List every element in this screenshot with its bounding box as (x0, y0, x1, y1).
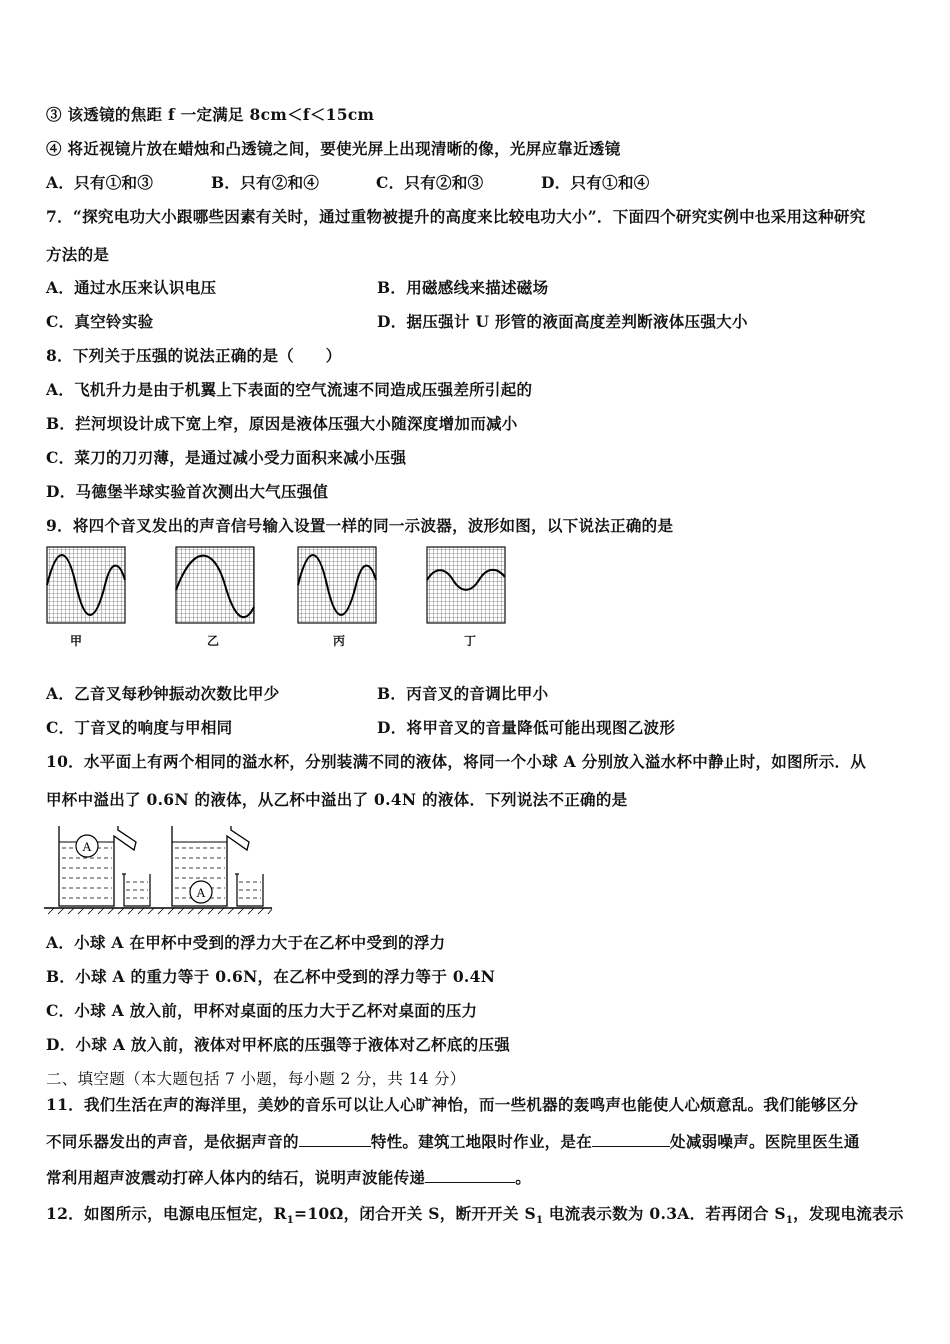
q9-option-c: C．丁音叉的响度与甲相同 (46, 718, 233, 737)
q11-line2 (46, 1130, 860, 1152)
q8-option-b: B．拦河坝设计成下宽上窄，原因是液体压强大小随深度增加而减小 (46, 414, 518, 433)
q7-option-c: C．真空铃实验 (46, 312, 154, 331)
cup-jia (59, 826, 150, 906)
q12-part3: 电流表示数为 0.3A．若再闭合 S (543, 1204, 786, 1223)
scope-yi (176, 547, 254, 623)
q7-option-a: A．通过水压来认识电压 (46, 278, 217, 297)
q6-item4: ④ 将近视镜片放在蜡烛和凸透镜之间，要使光屏上出现清晰的像，光屏应靠近透镜 (46, 139, 621, 158)
q11-blank-1[interactable] (299, 1132, 371, 1147)
ball-label-jia: A (82, 839, 92, 854)
scope-ding (427, 547, 505, 623)
section2-heading: 二、填空题（本大题包括 7 小题，每小题 2 分，共 14 分） (46, 1070, 466, 1088)
scope-bing (298, 547, 376, 623)
q6-option-d: D．只有①和④ (541, 173, 650, 192)
cup-yi (172, 826, 263, 906)
scope-caption-jia: 甲 (70, 634, 83, 648)
q7-stem-line1: 7．“探究电功大小跟哪些因素有关时，通过重物被提升的高度来比较电功大小”．下面四个研究实例中也采用这种研究 (46, 207, 866, 226)
q9-option-d: D．将甲音叉的音量降低可能出现图乙波形 (377, 718, 676, 737)
oscilloscope-figures (45, 545, 525, 630)
scope-caption-yi: 乙 (207, 634, 220, 648)
q11-blank-2[interactable] (592, 1132, 670, 1147)
q6-options (46, 171, 650, 193)
q11-line3 (46, 1166, 531, 1188)
q11-line1: 11．我们生活在声的海洋里，美妙的音乐可以让人心旷神怡，而一些机器的轰鸣声也能使人心烦意乱。我们能够区分 (46, 1095, 859, 1114)
q8-option-d: D．马德堡半球实验首次测出大气压强值 (46, 482, 329, 501)
q10-option-d: D．小球 A 放入前，液体对甲杯底的压强等于液体对乙杯底的压强 (46, 1035, 511, 1054)
q7-stem-line2: 方法的是 (46, 245, 110, 264)
q8-option-a: A．飞机升力是由于机翼上下表面的空气流速不同造成压强差所引起的 (46, 380, 533, 399)
q9-option-a: A．乙音叉每秒钟振动次数比甲少 (46, 684, 280, 703)
q11-blank-3[interactable] (425, 1168, 515, 1183)
q12-sub1: 1 (286, 1215, 295, 1227)
q6-option-b: B．只有②和④ (211, 173, 320, 192)
q12-sub3: 1 (785, 1215, 794, 1227)
q10-option-b: B．小球 A 的重力等于 0.6N，在乙杯中受到的浮力等于 0.4N (46, 967, 496, 986)
q11-line2-a: 不同乐器发出的声音，是依据声音的 (46, 1132, 299, 1151)
ball-label-yi: A (196, 885, 206, 900)
q11-line2-b: 特性。建筑工地限时作业，是在 (370, 1132, 593, 1151)
q7-option-b: B．用磁感线来描述磁场 (377, 278, 549, 297)
scope-caption-bing: 丙 (333, 634, 346, 648)
q10-option-c: C．小球 A 放入前，甲杯对桌面的压力大于乙杯对桌面的压力 (46, 1001, 478, 1020)
q8-stem: 8．下列关于压强的说法正确的是（ ） (46, 346, 342, 365)
q6-option-a: A．只有①和③ (46, 173, 154, 192)
q9-stem: 9．将四个音叉发出的声音信号输入设置一样的同一示波器，波形如图，以下说法正确的是 (46, 516, 674, 535)
q11-line2-c: 处减弱噪声。医院里医生通 (670, 1132, 860, 1151)
q9-option-b: B．丙音叉的音调比甲小 (377, 684, 549, 703)
q6-item3: ③ 该透镜的焦距 f 一定满足 8cm＜f＜15cm (46, 105, 375, 124)
q10-stem-line2: 甲杯中溢出了 0.6N 的液体，从乙杯中溢出了 0.4N 的液体．下列说法不正确的是 (46, 790, 628, 809)
q12-part2: =10Ω，闭合开关 S，断开开关 S (294, 1204, 536, 1223)
q12-sub2: 1 (535, 1215, 544, 1227)
q7-option-d: D．据压强计 U 形管的液面高度差判断液体压强大小 (377, 312, 748, 331)
overflow-cups-figure (44, 822, 284, 917)
scope-jia (47, 547, 125, 623)
q12-part1: 12．如图所示，电源电压恒定，R (46, 1204, 287, 1223)
q11-line3-a: 常利用超声波震动打碎人体内的结石，说明声波能传递 (46, 1168, 426, 1187)
q12-part4: ，发现电流表示 (793, 1204, 904, 1223)
q11-line3-b: 。 (515, 1168, 532, 1187)
q6-option-c: C．只有②和③ (376, 173, 484, 192)
q10-option-a: A．小球 A 在甲杯中受到的浮力大于在乙杯中受到的浮力 (46, 933, 446, 952)
scope-caption-ding: 丁 (464, 634, 477, 648)
q8-option-c: C．菜刀的刀刃薄，是通过减小受力面积来减小压强 (46, 448, 407, 467)
q12-line1 (46, 1202, 904, 1226)
q10-stem-line1: 10．水平面上有两个相同的溢水杯，分别装满不同的液体，将同一个小球 A 分别放入溢水杯中静止时，如图所示．从 (46, 752, 867, 771)
